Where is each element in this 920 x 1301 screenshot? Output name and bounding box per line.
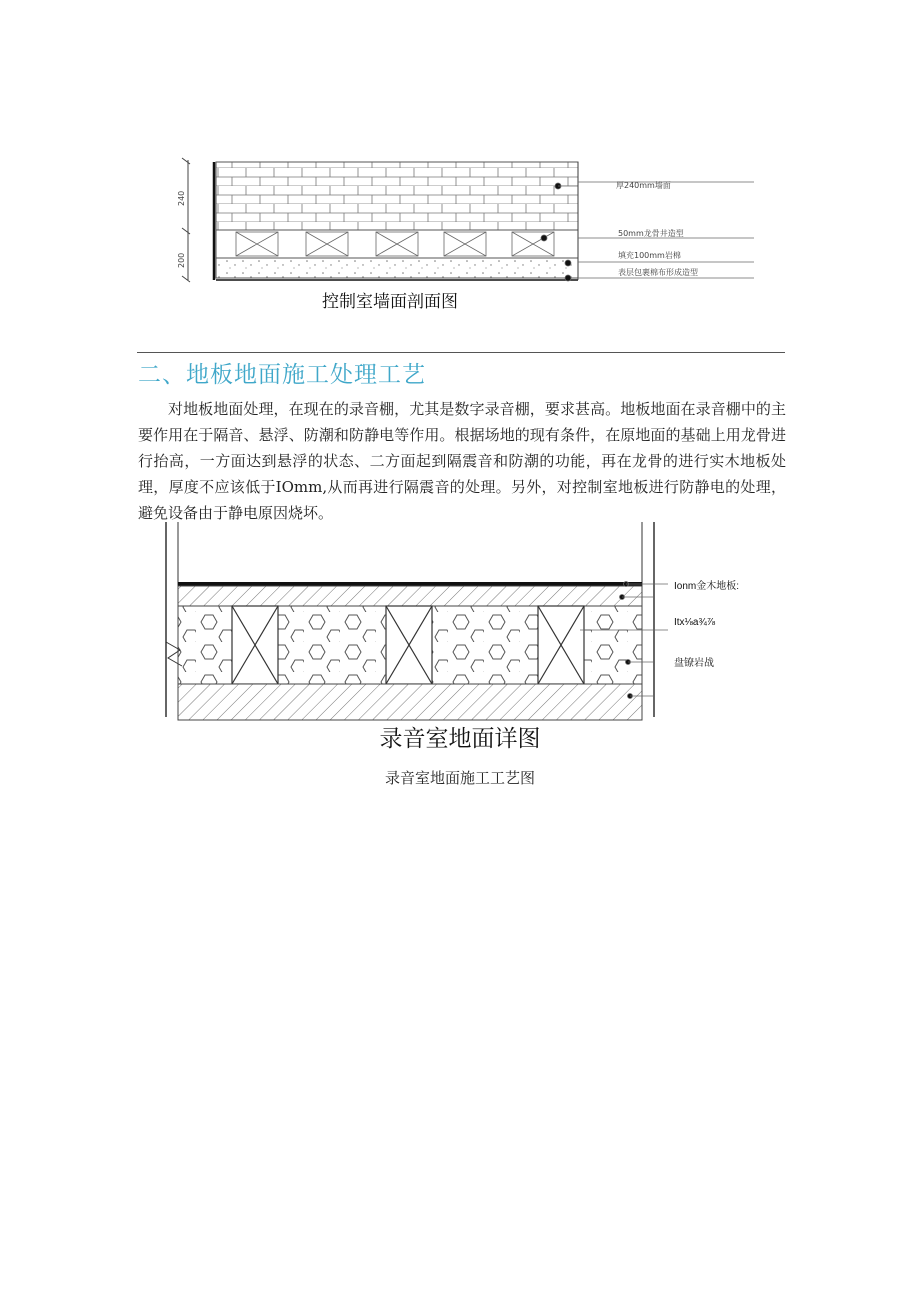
- wood-floor-layer: [178, 582, 642, 586]
- dim-200: 200: [177, 252, 186, 268]
- base-slab-layer: [178, 684, 642, 720]
- section-heading: 二、地板地面施工处理工艺: [138, 362, 426, 388]
- section-divider: [137, 352, 785, 353]
- label-rock-wool: 盘镣岩战: [674, 658, 714, 669]
- hatched-board-layer: [178, 586, 642, 606]
- figure2-title: 录音室地面详图: [379, 726, 541, 752]
- label-wall-thickness: 厚240mm墙面: [616, 181, 671, 190]
- label-keel-spec: Itx⅛a¾⅞: [674, 617, 716, 628]
- floor-detail-diagram: [160, 522, 780, 722]
- label-surface-cloth: 表层包裹棉布形成造型: [618, 268, 698, 277]
- label-keel: 50mm龙骨井造型: [618, 229, 684, 238]
- brick-wall-layer: [216, 162, 578, 230]
- figure1-caption: 控制室墙面剖面图: [322, 292, 458, 312]
- body-paragraph: 对地板地面处理，在现在的录音棚，尤其是数字录音棚，要求甚高。地板地面在录音棚中的主要作用在于隔音、悬浮、防潮和防静电等作用。根据场地的现有条件，在原地面的基础上用龙骨进行抬高，一方面达到悬浮的状态、二方面起到隔震音和防潮的功能，再在龙骨的进行实木地板处理，厚度不应该低于IOmm,从而再进行隔震音的处理。另外，对控制室地板进行防静电的处理，避免设备由于静电原因烧坏。: [138, 400, 786, 522]
- dim-240: 240: [177, 190, 186, 206]
- label-rock-wool: 填充100mm岩棉: [618, 251, 681, 260]
- wall-section-diagram: [176, 150, 756, 290]
- rock-wool-layer: [216, 258, 578, 278]
- label-wood-floor: Ionm金木地板:: [674, 581, 740, 592]
- figure2-caption: 录音室地面施工工艺图: [384, 769, 535, 787]
